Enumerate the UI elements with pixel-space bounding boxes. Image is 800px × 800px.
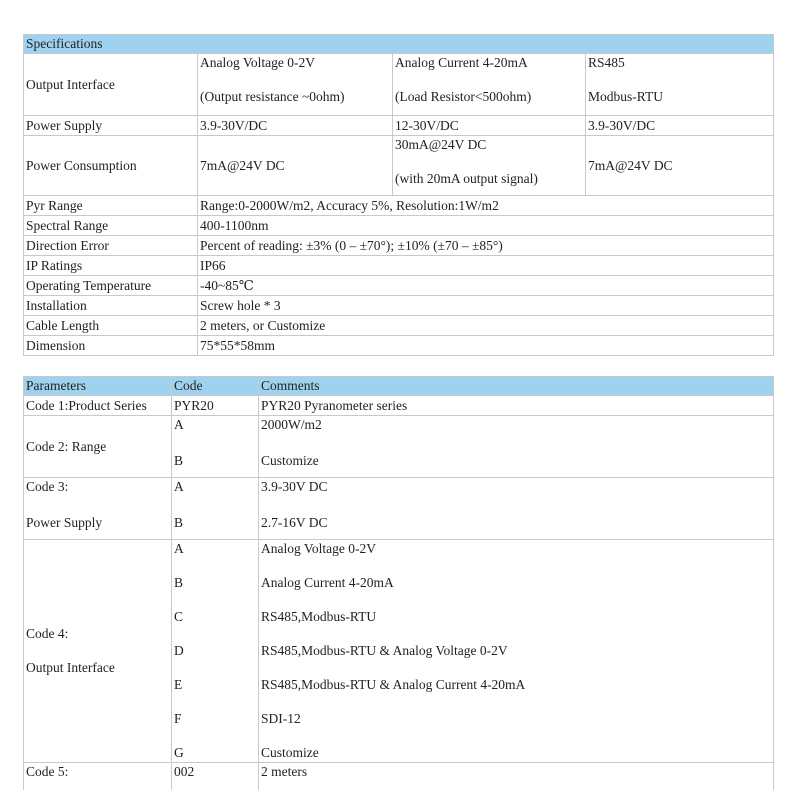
power-supply-value-1: 3.9-30V/DC <box>198 116 393 136</box>
spec-value: Percent of reading: ±3% (0 – ±70°); ±10% (±70 – ±85°) <box>198 236 774 256</box>
code1-param: Code 1:Product Series <box>24 396 172 416</box>
power-supply-row <box>24 116 774 136</box>
spec-value: -40~85℃ <box>198 276 774 296</box>
specifications-header: Specifications <box>24 35 774 54</box>
code3-comments: 3.9-30V DC 2.7-16V DC <box>259 478 774 540</box>
spec-value: Range:0-2000W/m2, Accuracy 5%, Resolution:1W/m2 <box>198 196 774 216</box>
spec-value: Screw hole * 3 <box>198 296 774 316</box>
spec-row <box>24 256 774 276</box>
code5-param: Code 5: <box>24 763 172 793</box>
output-interface-row <box>24 54 774 116</box>
power-consumption-value-3: 7mA@24V DC <box>586 136 774 196</box>
output-interface-analog-current: Analog Current 4-20mA (Load Resistor<500ohm) <box>393 54 586 116</box>
spec-label: Operating Temperature <box>24 276 198 296</box>
code3-codes: A B <box>172 478 259 540</box>
parameters-table <box>23 376 774 793</box>
spec-label: Pyr Range <box>24 196 198 216</box>
code2-param: Code 2: Range <box>24 416 172 478</box>
code1-comment: PYR20 Pyranometer series <box>259 396 774 416</box>
code5-row <box>24 763 774 793</box>
parameters-header-row <box>24 377 774 396</box>
spec-row <box>24 236 774 256</box>
spec-row <box>24 276 774 296</box>
comments-header: Comments <box>259 377 774 396</box>
output-interface-label: Output Interface <box>24 54 198 116</box>
spec-row <box>24 336 774 356</box>
code3-param: Code 3: Power Supply <box>24 478 172 540</box>
output-interface-analog-voltage: Analog Voltage 0-2V (Output resistance ~0ohm) <box>198 54 393 116</box>
code1-code: PYR20 <box>172 396 259 416</box>
code5-comment: 2 meters <box>259 763 774 793</box>
spec-label: Installation <box>24 296 198 316</box>
specifications-table <box>23 34 774 356</box>
code1-row <box>24 396 774 416</box>
spec-label: Cable Length <box>24 316 198 336</box>
spec-value: 75*55*58mm <box>198 336 774 356</box>
power-supply-label: Power Supply <box>24 116 198 136</box>
spec-label: IP Ratings <box>24 256 198 276</box>
bottom-crop-edge <box>0 790 800 800</box>
code-header: Code <box>172 377 259 396</box>
spec-row <box>24 216 774 236</box>
parameters-header: Parameters <box>24 377 172 396</box>
spec-row <box>24 196 774 216</box>
code2-codes: A B <box>172 416 259 478</box>
code5-code: 002 <box>172 763 259 793</box>
code4-codes: A B C D E F G <box>172 540 259 763</box>
code4-param: Code 4: Output Interface <box>24 540 172 763</box>
code2-row <box>24 416 774 478</box>
power-consumption-row <box>24 136 774 196</box>
spec-row <box>24 316 774 336</box>
code2-comments: 2000W/m2 Customize <box>259 416 774 478</box>
spec-label: Direction Error <box>24 236 198 256</box>
power-consumption-label: Power Consumption <box>24 136 198 196</box>
spec-value: 2 meters, or Customize <box>198 316 774 336</box>
power-consumption-value-1: 7mA@24V DC <box>198 136 393 196</box>
spec-value: 400-1100nm <box>198 216 774 236</box>
code3-row <box>24 478 774 540</box>
specifications-header-row <box>24 35 774 54</box>
output-interface-rs485: RS485 Modbus-RTU <box>586 54 774 116</box>
spec-value: IP66 <box>198 256 774 276</box>
spec-row <box>24 296 774 316</box>
code4-comments: Analog Voltage 0-2V Analog Current 4-20mA RS485,Modbus-RTU RS485,Modbus-RTU & Analog Voltage 0-2V RS485,Modbus-RTU & Analog Current 4-20mA SDI-12 Customize <box>259 540 774 763</box>
power-supply-value-3: 3.9-30V/DC <box>586 116 774 136</box>
power-supply-value-2: 12-30V/DC <box>393 116 586 136</box>
code4-row <box>24 540 774 763</box>
spec-label: Spectral Range <box>24 216 198 236</box>
power-consumption-value-2: 30mA@24V DC (with 20mA output signal) <box>393 136 586 196</box>
spec-label: Dimension <box>24 336 198 356</box>
